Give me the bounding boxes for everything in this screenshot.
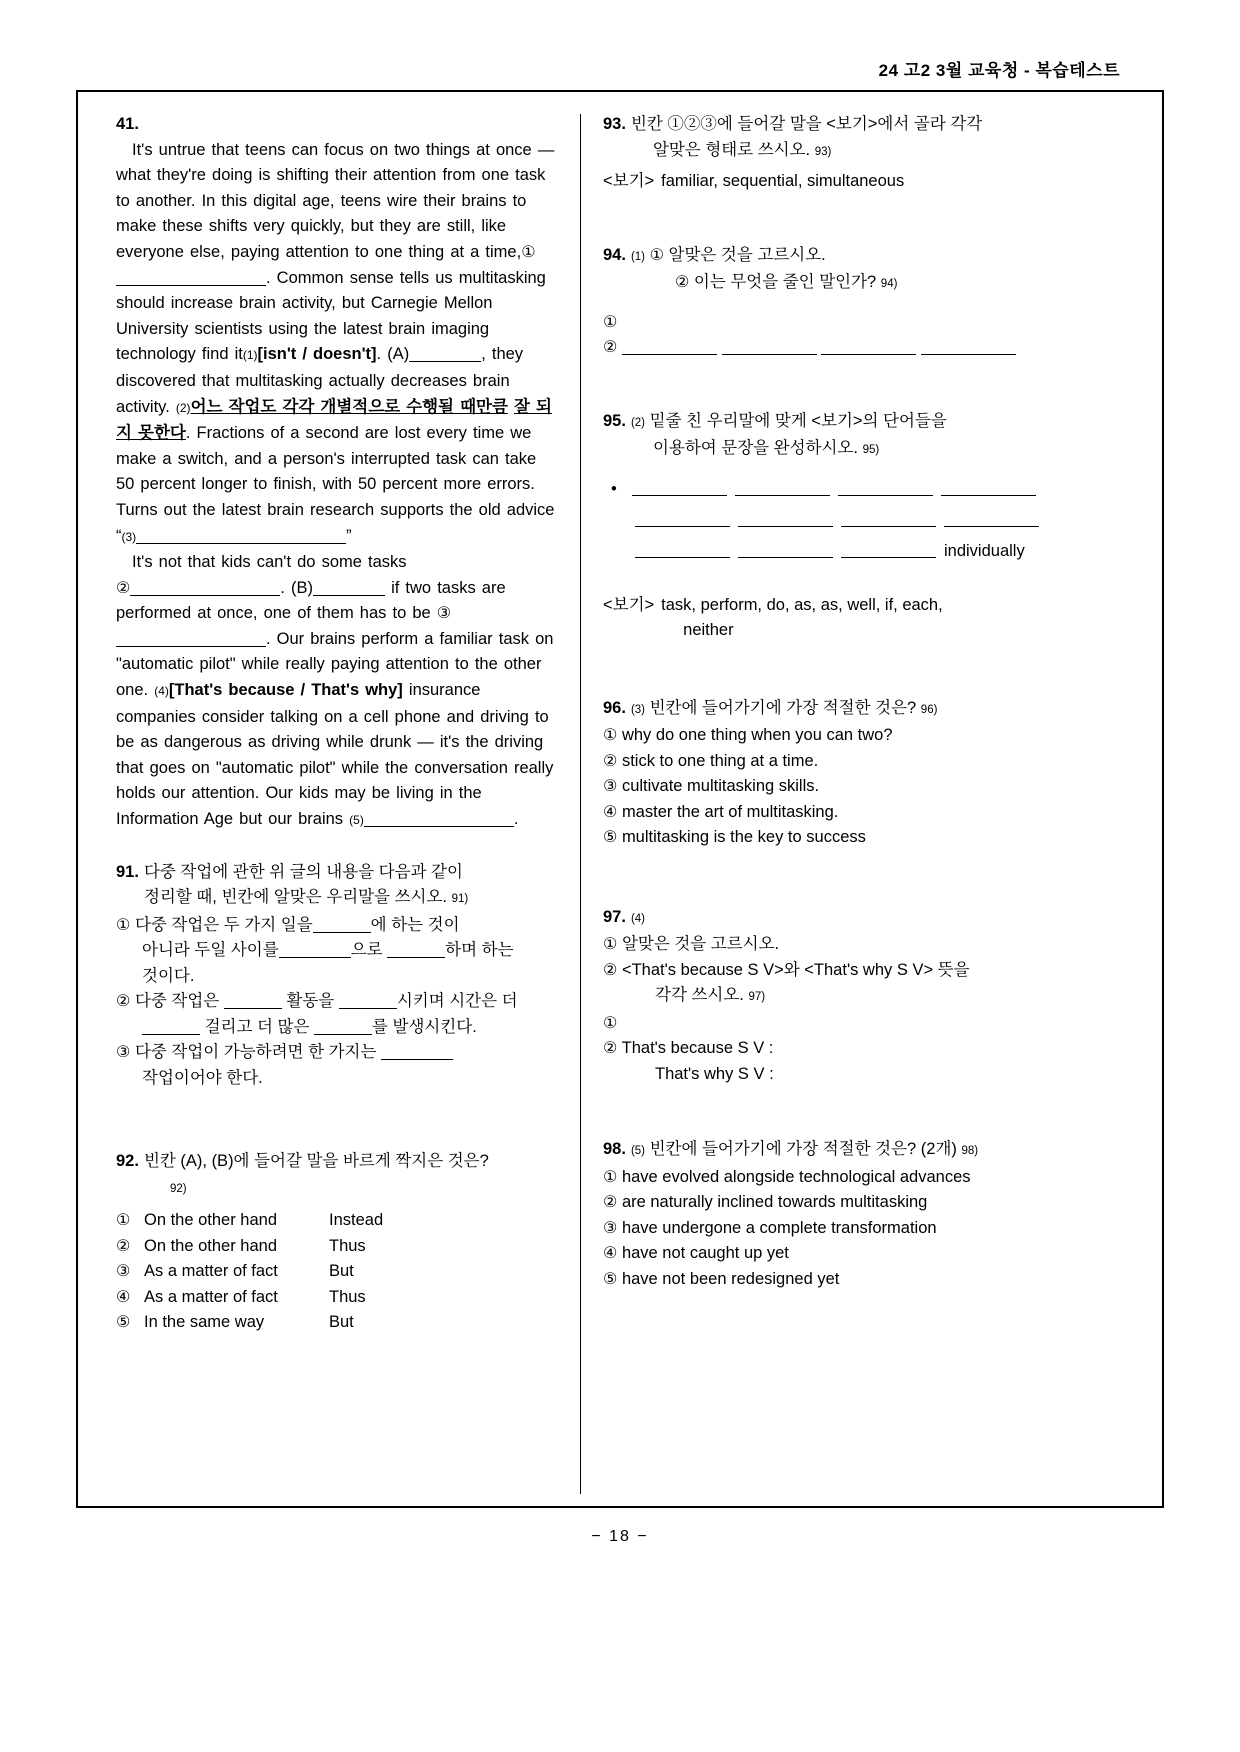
passage-line: brain activity, but Carnegie Mellon University	[116, 294, 493, 338]
question-94-prefix: (1)	[630, 250, 645, 263]
question-93-stem-line2: 알맞은 형태로 쓰시오.	[652, 140, 811, 159]
question-98-prefix: (5)	[630, 1145, 645, 1157]
q94-blank[interactable]	[622, 354, 717, 355]
korean-translation-prompt: 어느 작업도 각각 개별적으로 수행될 때만큼	[190, 397, 508, 416]
choice-b-text: Thus	[329, 1287, 366, 1306]
passage-line: percent more errors. Turns out the latest brain	[116, 475, 535, 519]
question-94-answer-2	[603, 335, 1119, 361]
q95-blank[interactable]	[735, 495, 830, 496]
choice-marker: ③	[603, 778, 618, 795]
choice-item[interactable]	[603, 800, 1119, 826]
choice-item[interactable]	[603, 1216, 1119, 1242]
passage-line: time we make a switch, and a person's interrupted	[116, 424, 532, 468]
question-97-line2-text: <That's because S V>와 <That's why S V> 뜻을	[621, 960, 970, 979]
wordbank-words	[661, 593, 1119, 644]
choice-marker-2: (2)	[175, 400, 191, 415]
sub-marker-1: ①	[649, 246, 664, 264]
question-92-ref: 92)	[169, 1182, 187, 1195]
passage-line: Information Age but our brains	[116, 810, 344, 829]
choice-row[interactable]	[116, 1285, 558, 1311]
answer-marker-1: ①	[603, 1014, 618, 1032]
question-92-text	[144, 1149, 558, 1202]
blank-marker-2: ②	[116, 579, 131, 597]
wordbank-words: familiar, sequential, simultaneous	[661, 172, 905, 190]
question-98-number: 98.	[603, 1140, 626, 1158]
choice-marker: ④	[116, 1288, 131, 1306]
korean-translation-prompt-cont: 잘 되지 못한다	[116, 397, 552, 443]
passage-line: discovered that multitasking actually decreases brain	[116, 371, 510, 390]
question-98	[603, 1137, 1119, 1292]
wordbank-line1: task, perform, do, as, as, well, if, each,	[661, 595, 943, 614]
item-text: 작업이어야 한다.	[142, 1068, 263, 1087]
quote-close: ”	[346, 526, 352, 545]
item-text: 시키며 시간은 더	[396, 992, 518, 1011]
passage-line: . Fractions of a second are lost every	[185, 424, 467, 443]
question-97-answer-1	[603, 1011, 1119, 1037]
item-text: 것이다.	[142, 966, 195, 985]
q91-blank[interactable]	[381, 1059, 453, 1060]
item-text: 다중 작업이 가능하려면 한 가지는	[134, 1043, 377, 1062]
inline-choice-1[interactable]: [isn't / doesn't]	[257, 345, 377, 364]
question-91-stem	[116, 860, 558, 913]
choice-marker-1: (1)	[242, 348, 258, 363]
question-98-ref: 98)	[961, 1145, 979, 1157]
question-94-line1: 알맞은 것을 고르시오.	[668, 245, 826, 264]
choice-item[interactable]	[603, 1267, 1119, 1293]
passage-line: . (B)	[280, 578, 314, 597]
choice-text: multitasking is the key to success	[621, 828, 866, 846]
answer-line-row	[611, 536, 1119, 567]
question-95-number: 95.	[603, 411, 626, 430]
choice-a-text: As a matter of fact	[144, 1287, 278, 1306]
choice-a-text: In the same way	[144, 1313, 265, 1332]
quote-open: “	[116, 526, 122, 545]
question-94-answer-1	[603, 310, 1119, 336]
q91-blank[interactable]	[224, 1008, 282, 1009]
passage-line: It's not that kids can't do some tasks	[132, 553, 407, 572]
answer-blank-A[interactable]	[409, 361, 481, 362]
answer-3-text: That's why S V :	[655, 1064, 774, 1083]
choice-marker: ③	[116, 1263, 131, 1281]
question-97-line2	[603, 958, 1119, 1011]
choice-text: master the art of multitasking.	[621, 802, 839, 821]
question-95-ref: 95)	[862, 444, 880, 456]
item-text: 으로	[350, 941, 383, 960]
choice-marker: ⑤	[603, 829, 618, 846]
choice-text: are naturally inclined towards multitasking	[621, 1193, 928, 1211]
choice-marker-5: (5)	[349, 813, 364, 828]
passage-line: wire their brains to make these shifts very quickly,	[116, 191, 527, 236]
q95-trailing-word: individually	[944, 541, 1025, 560]
question-94-stem	[603, 243, 1119, 298]
page-footer: − 18 −	[591, 1528, 649, 1545]
wordbank-label: <보기>	[603, 595, 655, 614]
q91-blank[interactable]	[339, 1008, 397, 1009]
passage-line: phone and driving to be as dangerous as driving	[116, 707, 549, 752]
choice-row[interactable]	[116, 1310, 558, 1336]
sub-marker-2: ②	[674, 274, 690, 291]
q95-blank[interactable]	[944, 526, 1039, 527]
passage-line: scientists using the latest brain imaging technology	[116, 319, 490, 364]
q94-blank[interactable]	[821, 354, 916, 355]
q91-blank[interactable]	[142, 1034, 200, 1035]
passage-line: activity.	[116, 397, 170, 416]
passage-line: Common sense tells us multitasking should increase	[116, 268, 546, 313]
sub-marker-2: ②	[603, 961, 618, 979]
item-text: 에 하는 것이	[370, 915, 460, 934]
question-97-text	[631, 905, 1119, 933]
question-97-answer-2	[603, 1036, 1119, 1087]
item-text: 활동을	[286, 992, 335, 1011]
choice-marker: ①	[116, 1212, 131, 1230]
question-91	[116, 860, 558, 1092]
choice-row[interactable]	[116, 1234, 558, 1260]
q94-blank[interactable]	[921, 354, 1016, 355]
passage-number: 41.	[116, 115, 139, 133]
q95-blank[interactable]	[738, 526, 833, 527]
choice-b-text: But	[329, 1313, 354, 1332]
passage-line: task can take 50 percent longer to finish, with 50	[116, 449, 537, 494]
choice-a-text: As a matter of fact	[144, 1262, 278, 1281]
blank-marker-1: ①	[521, 243, 536, 261]
passage-line: It's untrue that teens can focus on two things at	[132, 140, 490, 159]
question-93	[603, 112, 1119, 195]
q94-blank[interactable]	[722, 354, 817, 355]
item-text: 다중 작업은 두 가지 일을	[134, 915, 313, 934]
answer-2-text: That's because S V :	[621, 1039, 774, 1057]
answer-blank-5[interactable]	[364, 826, 514, 827]
choice-text: stick to one thing at a time.	[621, 751, 819, 770]
q95-blank[interactable]	[838, 495, 933, 496]
choice-text: have not caught up yet	[621, 1244, 789, 1262]
sub-marker-1: ①	[603, 936, 618, 953]
question-92	[116, 1149, 558, 1336]
question-95	[603, 409, 1119, 644]
question-94-text	[631, 243, 1119, 298]
choice-text: cultivate multitasking skills.	[621, 777, 820, 795]
question-97-line1	[603, 932, 1119, 958]
question-91-ref: 91)	[451, 893, 469, 906]
page-columns	[78, 92, 1162, 1506]
inline-choice-4[interactable]: [That's because / That's	[168, 681, 360, 700]
q95-blank[interactable]	[635, 526, 730, 527]
passage-line: . Our brains perform a familiar	[266, 629, 493, 648]
choice-marker-4: (4)	[154, 684, 169, 699]
choice-item[interactable]	[603, 1165, 1119, 1191]
passage-body-2: It's not that kids can't do some tasks ② . (B) if two tasks are performed at once, one of them has to be ③. Our brains perform a familiar task on "automatic pilot" while really paying attention to the other one. (4)[That's because / That's why] insurance companies consider talking on a cell phone and driving to be as dangerous as driving while drunk — it's the driving that goes on "automatic pilot" while the conversation really holds our attention. Our kids may be living in the Information Age but our brains (5) .	[116, 553, 554, 829]
choice-text: have not been redesigned yet	[621, 1269, 840, 1288]
choice-text: have evolved alongside technological advances	[621, 1167, 971, 1186]
passage-line: attention to the other one.	[116, 655, 542, 700]
passage-line: , they	[481, 345, 524, 364]
passage-line: to one thing at a time,	[355, 242, 522, 261]
q95-blank[interactable]	[635, 557, 730, 558]
question-92-stem-text: 빈칸 (A), (B)에 들어갈 말을 바르게 짝지은 것은?	[143, 1152, 489, 1171]
passage-line: but they are still, like everyone else, paying attention	[116, 217, 507, 261]
answer-blank-3[interactable]	[136, 543, 346, 544]
question-96-prefix: (3)	[630, 703, 645, 716]
question-94-ref: 94)	[880, 278, 898, 290]
q95-blank[interactable]	[738, 557, 833, 558]
question-94-line2: 이는 무엇을 줄인 말인가?	[693, 273, 877, 291]
answer-blank-B[interactable]	[313, 595, 385, 596]
question-95-stem	[603, 409, 1119, 464]
question-91-stem-line1: 다중 작업에 관한 위 글의 내용을 다음과 같이	[143, 862, 463, 881]
question-97-number: 97.	[603, 907, 626, 926]
item-marker: ①	[116, 916, 131, 934]
question-92-choices	[116, 1208, 558, 1336]
choice-text: why do one thing when you can two?	[621, 726, 893, 744]
page-header: 24 고2 3월 교육청 - 복습테스트	[878, 61, 1120, 80]
question-96-stem	[603, 696, 1119, 724]
choice-b-text: But	[329, 1262, 354, 1281]
choice-item[interactable]	[603, 825, 1119, 851]
question-93-text	[631, 112, 1119, 165]
question-91-item-2	[116, 989, 558, 1040]
item-text: 다중 작업은	[134, 992, 220, 1011]
q91-blank[interactable]	[314, 1034, 372, 1035]
question-95-answer-lines	[603, 474, 1119, 567]
question-98-text	[631, 1137, 1119, 1165]
inline-choice-4-cont[interactable]: why]	[365, 681, 403, 700]
question-92-number: 92.	[116, 1152, 139, 1171]
choice-marker: ①	[603, 727, 618, 744]
passage-line: find it	[201, 345, 243, 364]
question-97-ref: 97)	[748, 991, 766, 1003]
choice-marker: ④	[603, 1245, 618, 1262]
question-95-prefix: (2)	[630, 416, 645, 429]
choice-a-text: On the other hand	[144, 1211, 278, 1230]
passage-line: our attention. Our kids may be living in the	[161, 784, 482, 803]
choice-item[interactable]	[603, 723, 1119, 749]
question-92-stem	[116, 1149, 558, 1202]
q95-blank[interactable]	[841, 557, 936, 558]
q91-blank[interactable]	[279, 957, 351, 958]
answer-marker-1: ①	[603, 313, 618, 331]
choice-marker: ③	[603, 1219, 618, 1237]
wordbank-label: <보기>	[603, 172, 655, 190]
question-91-stem-line2: 정리할 때, 빈칸에 알맞은 우리말을 쓰시오.	[143, 888, 447, 907]
answer-marker-2: ②	[603, 1040, 618, 1057]
question-96-ref: 96)	[920, 703, 938, 716]
question-97-line1-text: 알맞은 것을 고르시오.	[621, 935, 780, 953]
question-93-wordbank	[603, 169, 1119, 195]
answer-marker-2: ②	[603, 339, 618, 356]
question-96-stem-text: 빈칸에 들어가기에 가장 적절한 것은?	[649, 698, 917, 717]
passage-line: once — what they're doing is shifting their attention	[116, 140, 555, 185]
choice-item[interactable]	[603, 1241, 1119, 1267]
question-97-stem	[603, 905, 1119, 933]
question-93-stem	[603, 112, 1119, 165]
choice-item[interactable]	[603, 749, 1119, 775]
question-93-number: 93.	[603, 115, 626, 133]
choice-row[interactable]	[116, 1208, 558, 1234]
choice-item[interactable]	[603, 774, 1119, 800]
choice-marker: ①	[603, 1168, 618, 1186]
q95-blank[interactable]	[941, 495, 1036, 496]
bullet-dot: •	[611, 479, 617, 498]
q91-blank[interactable]	[313, 932, 371, 933]
question-91-number: 91.	[116, 862, 139, 881]
question-94	[603, 243, 1119, 361]
q95-blank[interactable]	[841, 526, 936, 527]
question-98-stem	[603, 1137, 1119, 1165]
passage-line: "automatic pilot" while the conversation really holds	[116, 758, 554, 803]
question-93-ref: 93)	[814, 145, 832, 158]
question-95-stem-line1: 밑줄 친 우리말에 맞게 <보기>의 단어들을	[649, 411, 947, 430]
reading-passage	[116, 112, 558, 834]
q95-blank[interactable]	[632, 495, 727, 496]
question-91-text	[144, 860, 558, 913]
choice-b-text: Instead	[329, 1211, 384, 1230]
choice-marker: ②	[603, 752, 618, 770]
right-column	[581, 112, 1141, 1496]
question-93-stem-line1: 빈칸 ①②③에 들어갈 말을 <보기>에서 골라 각각	[630, 115, 983, 133]
question-96-number: 96.	[603, 698, 626, 717]
question-98-stem-text: 빈칸에 들어가기에 가장 적절한 것은? (2개)	[649, 1140, 957, 1158]
question-95-text	[631, 409, 1119, 464]
question-97	[603, 905, 1119, 1088]
answer-line-row	[611, 474, 1119, 505]
answer-line-row	[611, 505, 1119, 536]
passage-body: It's untrue that teens can focus on two things at once — what they're doing is shifting their attention from one task to another. In this digital age, teens wire their brains to make these shifts very quickly, but they are still, like everyone else, paying attention to one thing at a time,①. Common sense tells us multitasking should increase brain activity, but Carnegie Mellon University scientists using the latest brain imaging technology find it(1)[isn't / doesn't]. (A) , they discovered that multitasking actually decreases brain activity. (2)어느 작업도 각각 개별적으로 수행될 때만큼 잘 되지 못한다. Fractions of a second are lost every time we make a switch, and a person's interrupted task can take 50 percent longer to finish, with 50 percent more errors. Turns out the latest brain research supports the old advice “(3) ”	[116, 140, 555, 545]
choice-b-text: Thus	[329, 1236, 366, 1255]
passage-line: if two tasks are	[385, 578, 506, 597]
choice-marker: ④	[603, 803, 618, 821]
passage-line: from one task to another. In this digital age, teens	[116, 166, 546, 210]
question-94-number: 94.	[603, 245, 626, 264]
choice-marker: ⑤	[116, 1314, 131, 1332]
passage-line: while drunk — it's the driving that goes on	[116, 733, 544, 777]
choice-marker: ②	[603, 1194, 618, 1211]
choice-marker-3: (3)	[121, 529, 137, 544]
item-text: 아니라 두일 사이를	[142, 941, 279, 960]
answer-blank-1[interactable]	[116, 285, 266, 286]
q91-blank[interactable]	[387, 957, 445, 958]
question-95-stem-line2: 이용하여 문장을 완성하시오.	[652, 439, 858, 457]
item-text: 를 발생시킨다.	[372, 1017, 477, 1036]
question-95-wordbank	[603, 593, 1119, 644]
question-97-prefix: (4)	[630, 912, 645, 925]
choice-a-text: On the other hand	[144, 1236, 278, 1255]
passage-line: task on "automatic pilot" while really paying	[116, 629, 554, 674]
choice-marker: ②	[116, 1237, 131, 1255]
wordbank-line2: neither	[683, 621, 734, 639]
passage-line: insurance companies consider talking on a cell	[116, 681, 481, 726]
passage-line: research supports the old advice	[310, 500, 555, 519]
question-96-text	[631, 696, 1119, 724]
blank-marker-3: ③	[436, 605, 452, 623]
choice-marker: ⑤	[603, 1270, 618, 1288]
item-marker: ③	[116, 1044, 131, 1062]
question-91-item-1	[116, 913, 558, 990]
item-marker: ②	[116, 993, 131, 1011]
answer-blank-2[interactable]	[130, 595, 280, 596]
item-text: 걸리고 더 많은	[204, 1017, 310, 1036]
choice-row[interactable]	[116, 1259, 558, 1285]
question-96	[603, 696, 1119, 851]
choice-item[interactable]	[603, 1190, 1119, 1216]
passage-line: performed at once, one of them has to be	[116, 604, 431, 623]
item-text: 하며 하는	[445, 941, 514, 960]
blank-label-A: (A)	[387, 345, 410, 364]
choice-text: have undergone a complete transformation	[621, 1218, 937, 1237]
left-column	[94, 112, 580, 1496]
question-91-item-3	[116, 1040, 558, 1091]
answer-blank-3b[interactable]	[116, 646, 266, 647]
question-97-line2b-text: 각각 쓰시오.	[655, 986, 744, 1004]
